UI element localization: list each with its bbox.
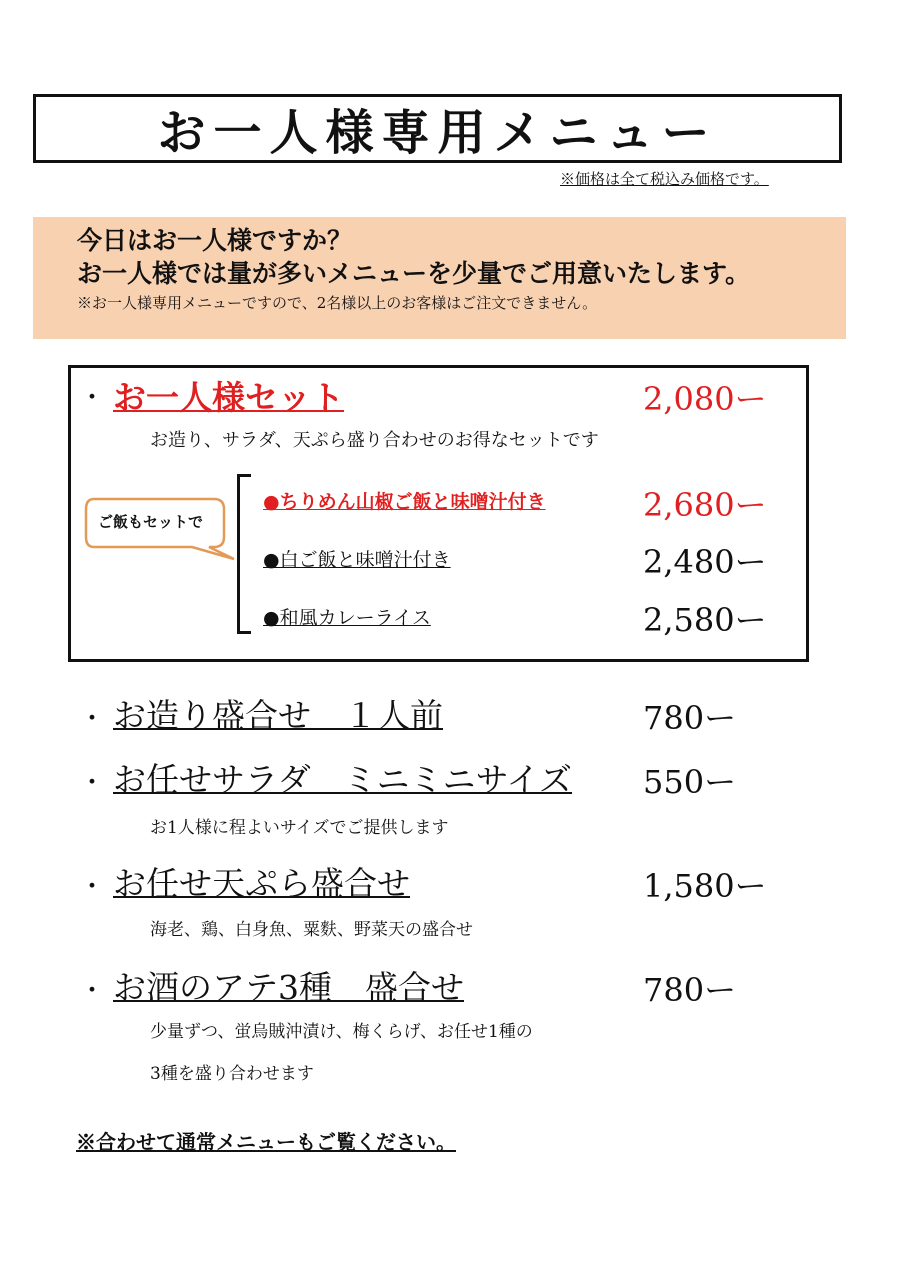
item-ate-name: お酒のアテ3種 盛合せ (113, 968, 464, 1007)
item-salad-description: お1人様に程よいサイズでご提供します (150, 818, 449, 838)
item-tempura-price: 1,580ー (643, 867, 767, 905)
bubble-text: ご飯もセットで (98, 513, 204, 531)
intro-line-1: 今日はお一人様ですか？ (77, 226, 353, 255)
set-description: お造り、サラダ、天ぷら盛り合わせのお得なセットです (150, 430, 599, 451)
item-sashimi-name: お造り盛合せ １人前 (113, 696, 443, 735)
option-white-rice: ●白ご飯と味噌汁付き (263, 549, 451, 571)
tax-note: ※価格は全て税込み価格です。 (560, 170, 769, 188)
item-sashimi-price: 780ー (643, 699, 737, 737)
option-curry-rice-price: 2,580ー (643, 601, 767, 639)
item-tempura-description: 海老、鶏、白身魚、粟麩、野菜天の盛合せ (150, 920, 473, 940)
item-bullet: ・ (79, 872, 106, 902)
title-box (33, 94, 842, 163)
speech-bubble-shape (84, 497, 244, 567)
item-ate-price: 780ー (643, 971, 737, 1009)
item-bullet: ・ (79, 768, 106, 798)
rice-set-bubble (84, 497, 244, 567)
item-salad-price: 550ー (643, 763, 737, 801)
set-name: お一人様セット (113, 378, 344, 417)
intro-line-2: お一人様では量が多いメニューを少量でご用意いたします。 (77, 259, 751, 288)
option-chirimen-rice-price: 2,680ー (643, 486, 767, 524)
option-curry-rice: ●和風カレーライス (263, 607, 431, 629)
page-title: お一人様専用メニュー (157, 105, 718, 161)
item-ate-description: 少量ずつ、蛍烏賊沖漬け、梅くらげ、お任せ1種の (150, 1022, 533, 1042)
item-bullet: ・ (79, 704, 106, 734)
options-bracket (237, 474, 251, 634)
intro-line-3: ※お一人様専用メニューですので、2名様以上のお客様はご注文できません。 (77, 294, 598, 312)
item-bullet: ・ (79, 976, 106, 1006)
set-price: 2,080ー (643, 380, 767, 418)
option-chirimen-rice: ●ちりめん山椒ご飯と味噌汁付き (263, 491, 546, 513)
set-bullet: ・ (79, 383, 106, 413)
item-tempura-name: お任せ天ぷら盛合せ (113, 864, 410, 903)
item-ate-description-2: 3種を盛り合わせます (150, 1064, 314, 1084)
item-salad-name: お任せサラダ ミニミニサイズ (113, 760, 573, 799)
footer-note: ※合わせて通常メニューもご覧ください。 (76, 1130, 456, 1154)
option-white-rice-price: 2,480ー (643, 543, 767, 581)
